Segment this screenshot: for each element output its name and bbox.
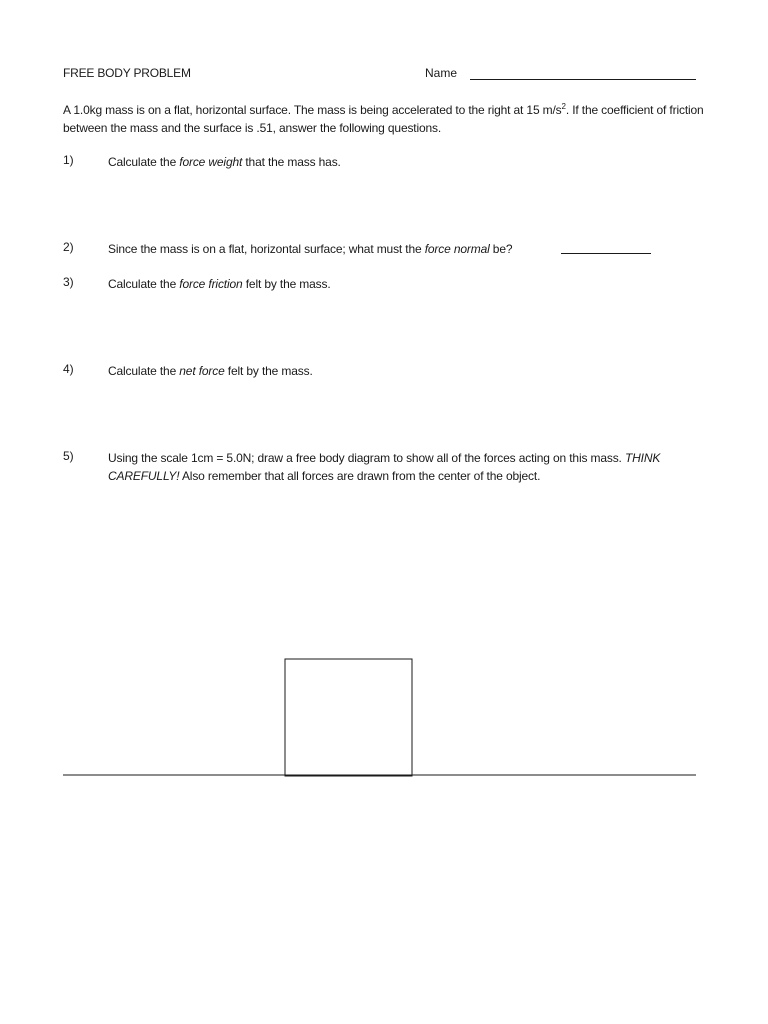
q4-emph: net force [179,364,225,378]
q5-emph: THINK CAREFULLY! [108,451,661,483]
intro-text-part2: . If the coefficient of friction between the mass and the surface is .51, answer the following questions. [63,103,704,135]
question-2-number: 2) [63,240,74,254]
q1-pre: Calculate the [108,155,180,169]
q1-emph: force weight [179,155,243,169]
q1-post: that the mass has. [242,155,341,169]
question-4-number: 4) [63,362,74,376]
intro-text-part1: A 1.0kg mass is on a flat, horizontal surface. The mass is being accelerated to the right at 15 m/s [63,103,562,117]
q2-emph: force normal [424,242,490,256]
q3-pre: Calculate the [108,277,180,291]
q4-pre: Calculate the [108,364,180,378]
worksheet-title: FREE BODY PROBLEM [63,66,191,80]
q4-post: felt by the mass. [224,364,313,378]
question-5-number: 5) [63,449,74,463]
question-1-number: 1) [63,153,74,167]
q5-post: Also remember that all forces are drawn from the center of the object. [179,469,541,483]
intro-exponent: 2 [561,102,566,111]
name-label: Name [425,66,458,80]
q5-pre: Using the scale 1cm = 5.0N; draw a free body diagram to show all of the forces acting on this mass. [108,451,625,465]
mass-box [285,659,412,776]
q3-post: felt by the mass. [242,277,331,291]
q3-emph: force friction [179,277,243,291]
q2-pre: Since the mass is on a flat, horizontal surface; what must the [108,242,425,256]
q2-post: be? [489,242,513,256]
question-3-number: 3) [63,275,74,289]
